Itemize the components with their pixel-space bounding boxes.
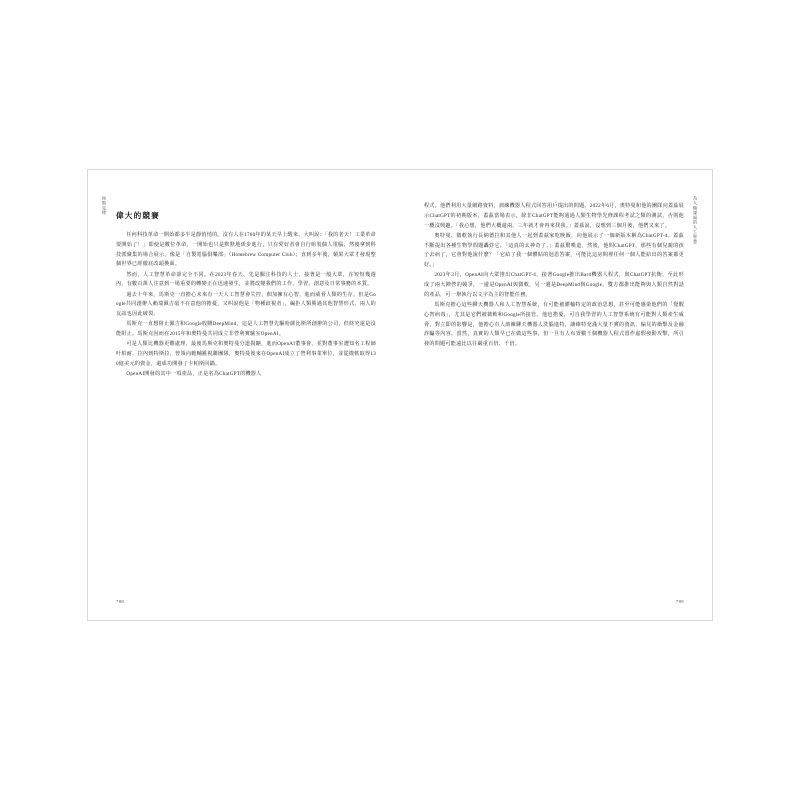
paragraph: 馬斯克一直想阻止佩吉和Google收購DeepMind，這是人工智慧先驅哈薩比斯所創辦的公司，但終究還是沒能阻止。馬斯克因而在2015年和奧特曼共同成立非營利實驗室OpenAI。 [116, 321, 376, 338]
page-number-right: 789 [675, 599, 684, 604]
paragraph: OpenAI開發的其中一項產品，正是名為ChatGPT的機器人 [126, 371, 262, 378]
paragraph: 2023年3月，OpenAI向大眾推出ChatGPT-4，接著Google推出Bard機器人程式，與ChatGPT抗衡，至此形成了兩大陣營的競爭，一邊是OpenAI與微軟，另一邊是DeepMind與Google。雙方都推出能夠與人類自然對話的產品，可一舉執行以文字為主的智能任務。 [424, 272, 684, 298]
section-title: 偉大的競賽 [116, 211, 160, 220]
page-number-left: 788 [116, 599, 125, 604]
body-text-right [424, 202, 684, 350]
book-spread [88, 170, 712, 620]
paragraph: 任何科技革命一開始都多半是靜悄悄的。沒有人在1760年的某天早上醒來，大叫說：「我的老天！工業革命要開始了！」即使是數位革命，一開始也只是默默地緩步進行，只有愛好者會自行組裝個人電腦，然後拿到科技派聚集的場合展示，像是「自製電腦俱樂部」（Homebrew Computer Club）；直到多年後，蘋果大眾才發現整個世界已經徹底改頭換面。 [116, 232, 376, 268]
running-head-left: 馬斯克傳 [102, 196, 108, 216]
book-page-right [400, 170, 712, 620]
paragraph: 可是人類比機器更難處理，最後馬斯克和奧特曼分道揚鑣，進而OpenAI董事會，並對董事室遭知名工程師叶柏耐，拉內到特斯拉，曾領向範輔跳視聯團隊，奧特曼後來在OpenAI成立了營利事業單位，並從微軟取得130億美元的資金，還成功開發了卡帕斯回鍋。 [116, 341, 376, 367]
paragraph: 過去十年來，馬斯克一直擔心未來有一天人工智慧會失控，佃加擁有心智，進而威脅人類的生存。但是Google共同創辦人賴瑞佩吉毫不在意他的擔憂，又叫說他是「物種歧視者」，編拒人類勝過其他智慧形式。兩人的友誼也因此破裂。 [116, 291, 376, 318]
book-page-left [88, 170, 400, 620]
body-text-left [116, 231, 376, 380]
paragraph: 奧特曼、微軟執行長納德拉和其他人一起到蓋茲家吃晚飯，向他展示了一個新版本稱為ChatGPT-4。蓋茲不斷提出各種生物學問題轟炸它，「這真的太神奇了。」蓋茲驚嘆道。然後，他問ChatGPT，那些有個兒親的孩子去病了，它會對他說什麼？「它給了我一個體貼的迴恩答案，可能比這房間裡任何一個人能給出的答案都更好。」 [424, 232, 684, 269]
running-head-right: 為人類謀福的人工智慧 [693, 196, 698, 244]
paragraph: 馬斯克擔心這些聊天機器人和人工智慧系統，有可能被灌輸特定的政治思想，甚至可能感染他們的「覺醒心智病毒」，尤其是它們被微軟和Google所接管。他也擔憂，可自我學習的人工智慧系統有可能對人類產生威脅，對立即的影響是，他擔心有人訓練聊天機器人洗腦進特，讓維特充滿大量不實的資訊，偏見的衝擊及金融詐騙等內容。當然，真實的人類早已在做這些事。但一旦有人布置數千個機器人程式當作虛假發動攻擊，所引發的問題可能遠比以往嚴重百倍、千倍。 [424, 302, 684, 348]
paragraph: 程式。他們利用大量網路資料，訓練機器人程式回答用戶提出的問題。2022年6月，奧特曼和他的團隊向蓋茲展示ChatGPT的初期版本，蓋茲當場表示，除非ChatGPT能夠通過人類生物學先修課程考試之類的測試，否則他一概沒興趣。「我心想，他們大概還兩、三年就才會再來找我。」蓋茲說，沒想到三個月後，他們又來了。 [424, 203, 684, 229]
paragraph: 然而，人工智慧革命卻完全不同。在2023年春天，先是關注科技的人士，接著是一般大眾，在短短幾週內，有數百萬人注意到一場重要的轉變正在迅速發生，並將改變我們的工作、學習、創意及日常事務的本質。 [116, 271, 376, 288]
